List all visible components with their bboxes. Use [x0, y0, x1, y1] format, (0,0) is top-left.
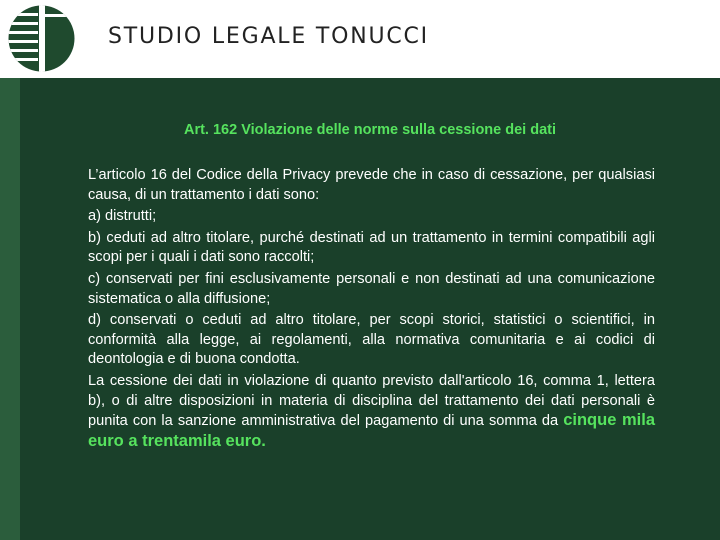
paragraph-b: b) ceduti ad altro titolare, purché destinati ad un trattamento in termini compatibili agli scopi per i quali i dati sono raccolti; — [88, 229, 655, 266]
header — [0, 0, 720, 78]
article-body — [88, 166, 655, 454]
firm-logo-icon — [8, 5, 75, 72]
side-stripe — [0, 78, 20, 540]
slide-title: Art. 162 Violazione delle norme sulla cessione dei dati — [183, 122, 557, 138]
paragraph-c: c) conservati per fini esclusivamente personali e non destinati ad una comunicazione sistematica o alla diffusione; — [88, 270, 655, 307]
paragraph-intro: L’articolo 16 del Codice della Privacy prevede che in caso di cessazione, per qualsiasi causa, di un trattamento i dati sono: — [88, 167, 655, 203]
sanction-text: La cessione dei dati in violazione di quanto previsto dall'articolo 16, comma 1, lettera b), o di altre disposizioni in materia di disciplina del trattamento dei dati personali è punita con la sanzione amministrativa del pagamento di una somma da — [88, 372, 655, 430]
firm-name: STUDIO LEGALE TONUCCI — [108, 24, 429, 49]
paragraph-a: a) distrutti; — [88, 208, 157, 225]
content-panel — [20, 78, 720, 540]
sanction-amount: cinque mila euro a trentamila euro. — [88, 411, 655, 450]
paragraph-sanction — [88, 372, 655, 452]
paragraph-d: d) conservati o ceduti ad altro titolare, per scopi storici, statistici o scientifici, in conformità alla legge, ai regolamenti, alla normativa comunitaria e ai codici di deontologia e di buona condotta. — [88, 312, 655, 368]
